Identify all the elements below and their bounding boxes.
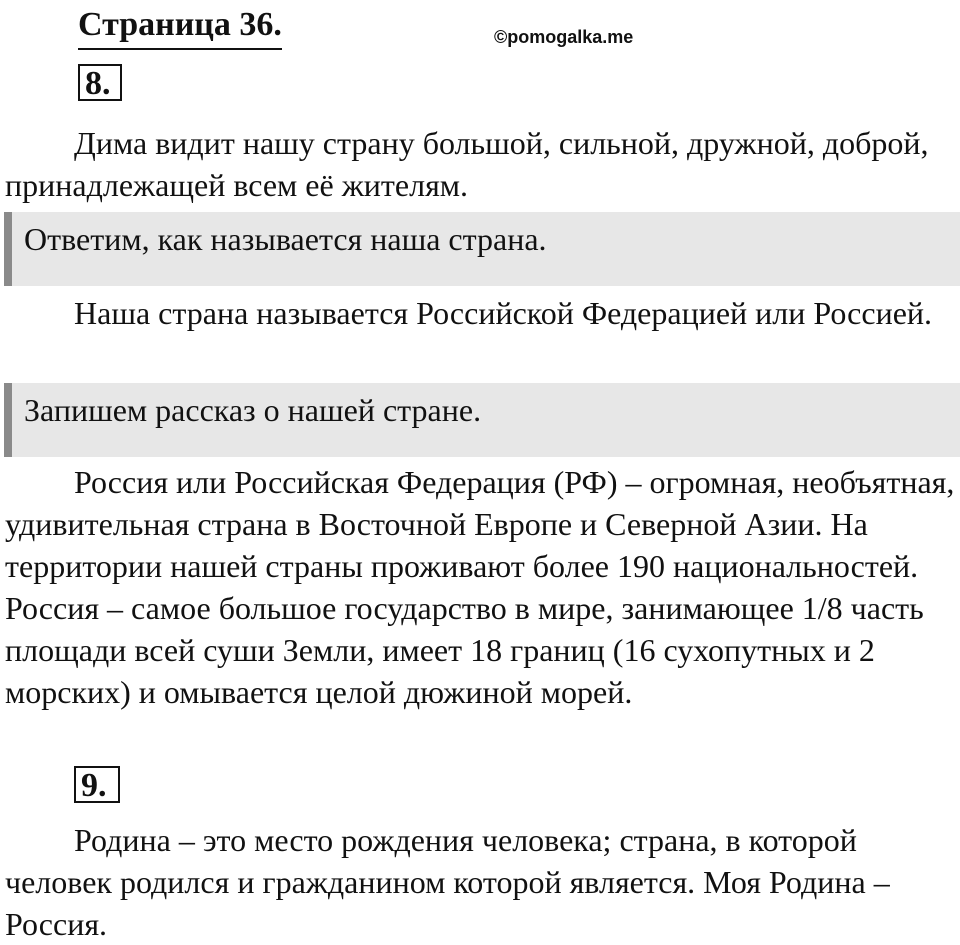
task-number-8: 8. — [78, 64, 122, 101]
answer-paragraph-4: Родина – это место рождения человека; страна, в которой человек родился и гражданином которой является. Моя Родина – Россия. — [5, 822, 890, 942]
prompt-text-2: Запишем рассказ о нашей стране. — [24, 392, 482, 428]
answer-paragraph-3: Россия или Российская Федерация (РФ) – огромная, необъятная, удивительная страна в Восточной Европе и Северной Азии. На территории нашей страны проживают более 190 национальностей. Россия – самое большое государство в мире, занимающее 1/8 часть площади всей суши Земли, имеет 18 границ (16 сухопутных и 2 морских) и омывается целой дюжиной морей. — [5, 464, 955, 710]
prompt-text-1: Ответим, как называется наша страна. — [24, 221, 547, 257]
page-title: Страница 36. — [78, 2, 282, 50]
prompt-block-1 — [4, 212, 960, 286]
watermark: ©pomogalka.me — [494, 27, 634, 47]
answer-paragraph-1: Дима видит нашу страну большой, сильной, дружной, доброй, принадлежащей всем её жителям. — [5, 125, 929, 203]
prompt-block-2 — [4, 383, 960, 457]
task-number-9: 9. — [74, 766, 120, 803]
answer-paragraph-2: Наша страна называется Российской Федерацией или Россией. — [74, 295, 933, 331]
